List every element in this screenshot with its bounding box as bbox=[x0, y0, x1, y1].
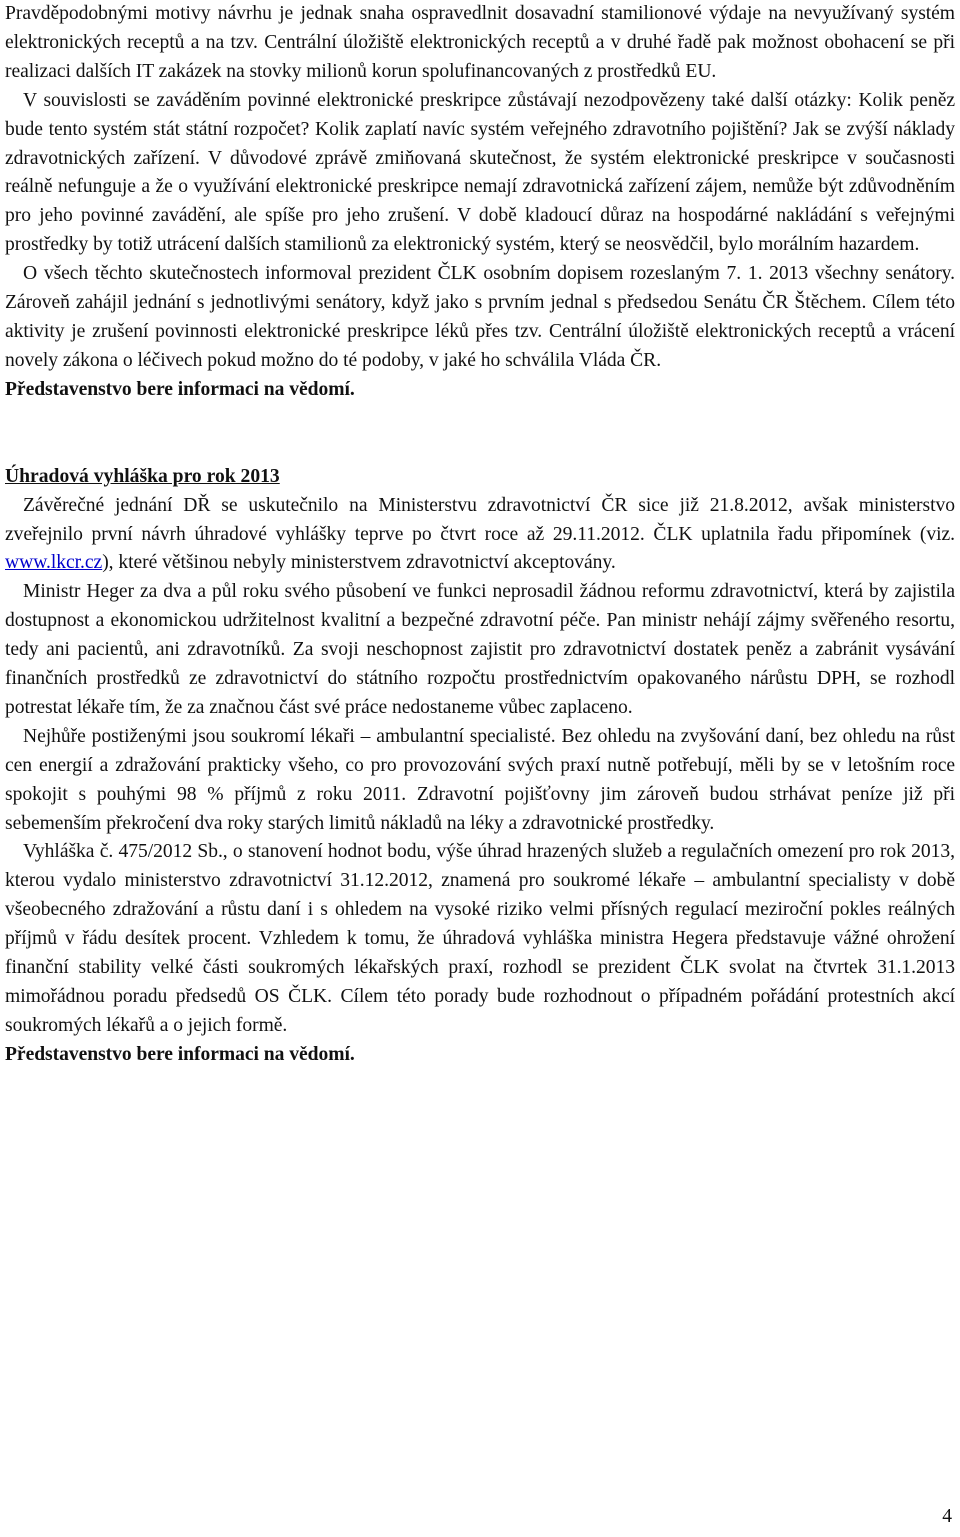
document-page bbox=[5, 0, 955, 1070]
paragraph-president-letter: O všech těchto skutečnostech informoval prezident ČLK osobním dopisem rozeslaným 7. 1. 2013 všechny senátory. Zároveň zahájil jednání s jednotlivými senátory, když jako s prvním jednal s předsedou Senátu ČR Štěchem. Cílem této aktivity je zrušení povinnosti elektronické preskripce léků přes tzv. Centrální úložiště elektronických receptů a vrácení novely zákona o léčivech pokud možno do té podoby, v jaké ho schválila Vláda ČR. bbox=[5, 263, 955, 371]
paragraph-decree-475: Vyhláška č. 475/2012 Sb., o stanovení hodnot bodu, výše úhrad hrazených služeb a regulačních omezení pro rok 2013, kterou vydalo ministerstvo zdravotnictví 31.12.2012, znamená pro soukromé lékaře – ambulantní specialisty v době všeobecného zdražování a růstu daní i s ohledem na vysoké riziko velmi přísných regulací meziroční pokles reálných příjmů v řádu desítek procent. Vzhledem k tomu, že úhradová vyhláška ministra Hegera představuje vážné ohrožení finanční stability velké části soukromých lékařských praxí, rozhodl se prezident ČLK svolat na čtvrtek 31.1.2013 mimořádnou poradu předsedů OS ČLK. Cílem této porady bude rozhodnout o případném pořádání protestních akcí soukromých lékařů a o jejich formě. bbox=[5, 841, 955, 1036]
board-conclusion-2: Představenstvo bere informaci na vědomí. bbox=[5, 1043, 355, 1065]
section-gap bbox=[5, 405, 955, 463]
lkcr-link[interactable]: www.lkcr.cz bbox=[5, 552, 103, 574]
board-conclusion-1: Představenstvo bere informaci na vědomí. bbox=[5, 378, 355, 400]
paragraph-final-negotiation bbox=[5, 492, 955, 579]
page-number: 4 bbox=[942, 1506, 952, 1527]
section-heading-reimbursement-decree: Úhradová vyhláška pro rok 2013 bbox=[5, 465, 280, 487]
paragraph-minister-heger: Ministr Heger za dva a půl roku svého působení ve funkci neprosadil žádnou reformu zdravotnictví, která by zajistila dostupnost a ekonomickou udržitelnost kvalitní a bezpečné zdravotní péče. Pan ministr nehájí zájmy svěřeného resortu, tedy ani pacientů, ani zdravotníků. Za svoji neschopnost zajistit pro zdravotnictví dostatek peněz a zabránit vysávání finančních prostředků ze zdravotnictví do státního rozpočtu prostřednictvím opakovaného nárůstu DPH, se rozhodl potrestat lékaře tím, že za značnou část své práce nedostaneme vůbec zaplaceno. bbox=[5, 581, 955, 718]
text-before-link: Závěrečné jednání DŘ se uskutečnilo na Ministerstvu zdravotnictví ČR sice již 21.8.2012, avšak ministerstvo zveřejnilo první návrh úhradové vyhlášky teprve po čtvrt roce až 29.11.2012. ČLK uplatnila řadu připomínek (viz. bbox=[5, 494, 955, 545]
paragraph-motives: Pravděpodobnými motivy návrhu je jednak snaha ospravedlnit dosavadní stamilionové výdaje na nevyužívaný systém elektronických receptů a na tzv. Centrální úložiště elektronických receptů a v druhé řadě pak možnost obohacení se při realizaci dalších IT zakázek na stovky milionů korun spolufinancovaných z prostředků EU. bbox=[5, 3, 955, 82]
paragraph-private-doctors: Nejhůře postiženými jsou soukromí lékaři – ambulantní specialisté. Bez ohledu na zvyšování daní, bez ohledu na růst cen energií a zdražování prakticky všeho, co pro provozování svých praxí nutně potřebují, měli by se v letošním roce spokojit s pouhými 98 % příjmů z roku 2011. Zdravotní pojišťovny jim zároveň budou strhávat peníze již při sebemenším překročení dva roky starých limitů nákladů na léky a zdravotnické prostředky. bbox=[5, 725, 955, 834]
text-after-link: ), které většinou nebyly ministerstvem zdravotnictví akceptovány. bbox=[102, 552, 616, 574]
paragraph-eprescription-questions: V souvislosti se zaváděním povinné elektronické preskripce zůstávají nezodpovězeny také další otázky: Kolik peněz bude tento systém stát státní rozpočet? Kolik zaplatí navíc systém veřejného zdravotního pojištění? Jak se zvýší náklady zdravotnických zařízení. V důvodové zprávě zmiňovaná skutečnost, že systém elektronické preskripce v současnosti reálně nefunguje a že o využívání elektronické preskripce nemají zdravotnická zařízení zájem, nemůže být zdůvodněním pro jeho povinné zavádění, ale spíše pro jeho zrušení. V době kladoucí důraz na hospodárné nakládání s veřejnými prostředky by totiž utrácení dalších stamilionů za elektronický systém, který se neosvědčil, bylo morálním hazardem. bbox=[5, 89, 955, 256]
